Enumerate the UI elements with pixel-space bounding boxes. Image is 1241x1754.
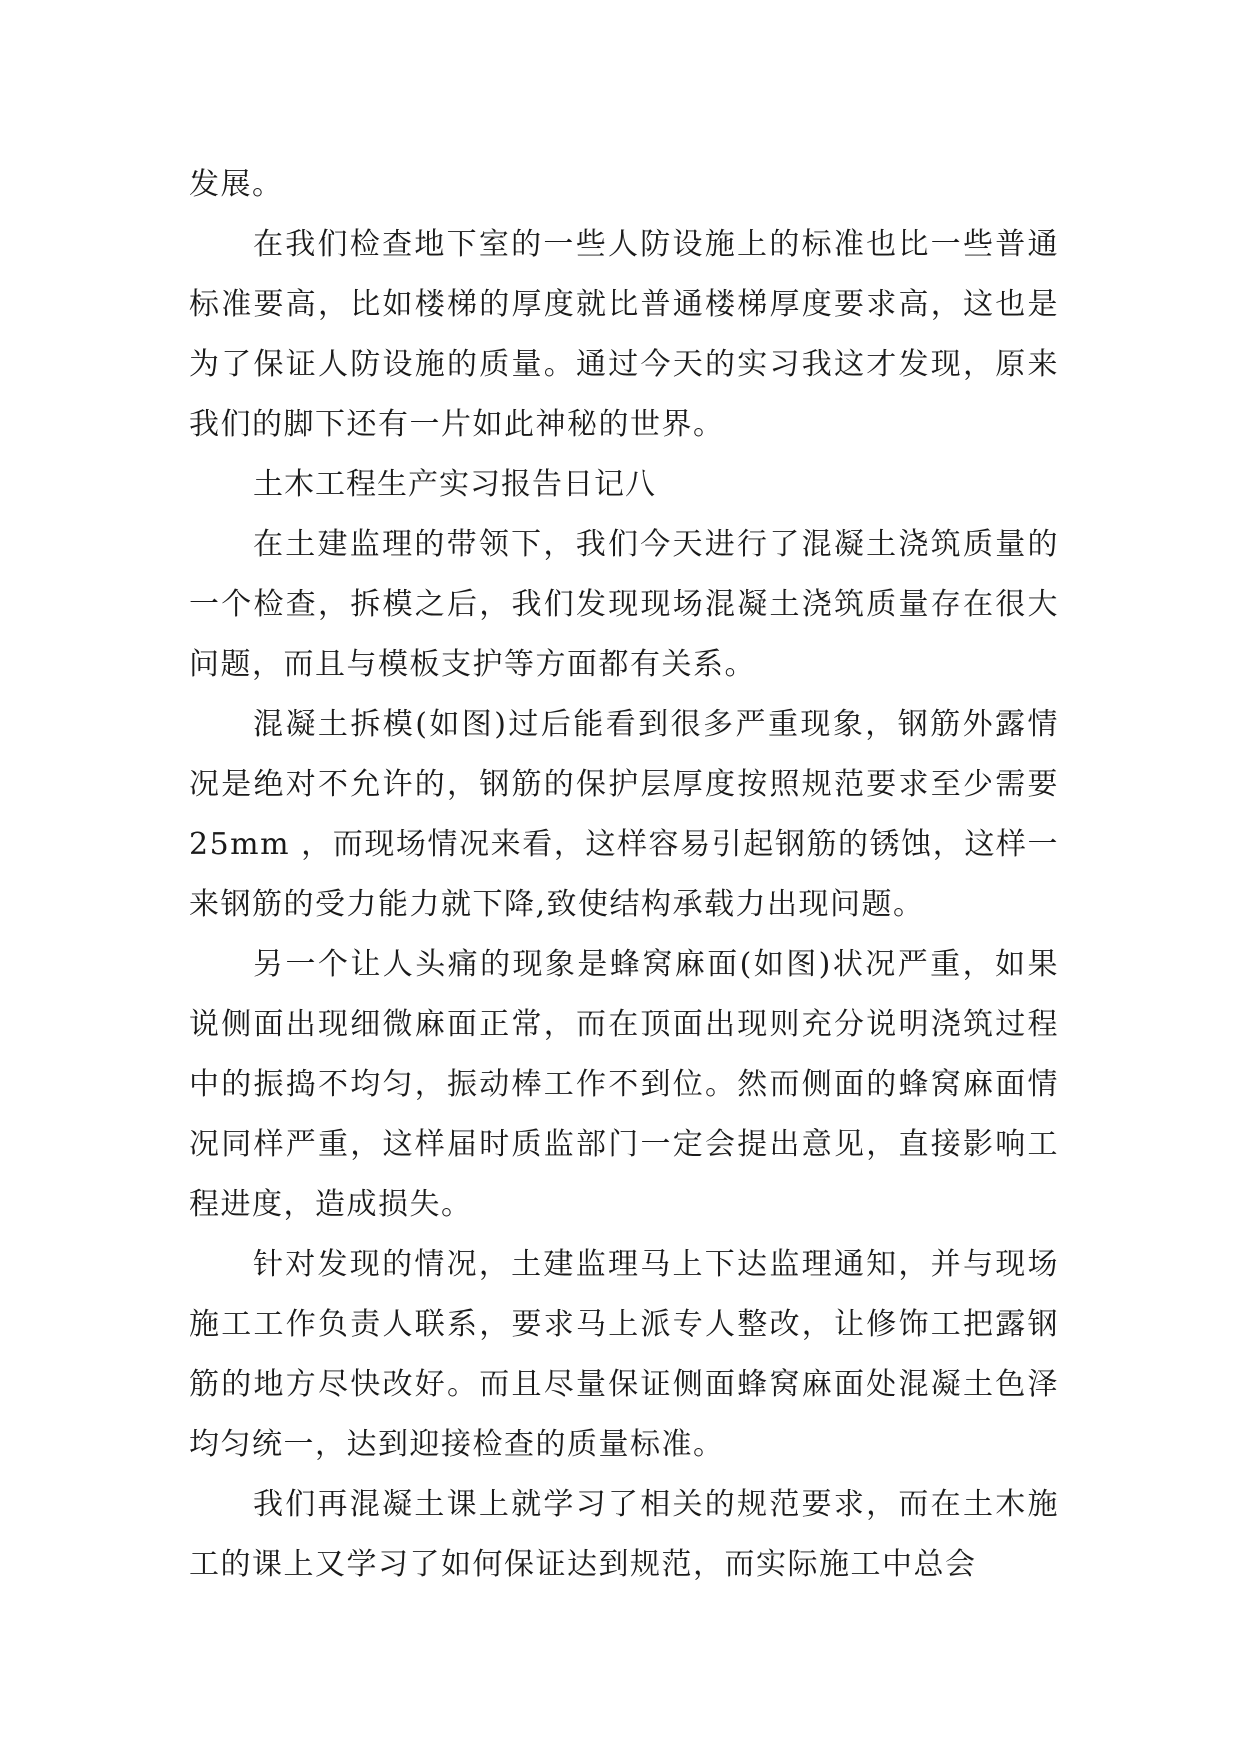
- document-body: [189, 155, 1059, 1595]
- paragraph-concrete-check: 在土建监理的带领下，我们今天进行了混凝土浇筑质量的一个检查，拆模之后，我们发现现场混凝土浇筑质量存在很大问题，而且与模板支护等方面都有关系。: [189, 527, 1059, 682]
- paragraph-honeycomb-surface: 另一个让人头痛的现象是蜂窝麻面(如图)状况严重，如果说侧面出现细微麻面正常，而在顶面出现则充分说明浇筑过程中的振捣不均匀，振动棒工作不到位。然而侧面的蜂窝麻面情况同样严重，这样届时质监部门一定会提出意见，直接影响工程进度，造成损失。: [189, 947, 1059, 1222]
- paragraph-continuation: 发展。: [189, 167, 284, 202]
- paragraph-basement-inspection: 在我们检查地下室的一些人防设施上的标准也比一些普通标准要高，比如楼梯的厚度就比普通楼梯厚度要求高，这也是为了保证人防设施的质量。通过今天的实习我这才发现，原来我们的脚下还有一片如此神秘的世界。: [189, 227, 1059, 442]
- diary-entry-heading: 土木工程生产实习报告日记八: [253, 467, 656, 502]
- paragraph-exposed-rebar: 混凝土拆模(如图)过后能看到很多严重现象，钢筋外露情况是绝对不允许的，钢筋的保护层厚度按照规范要求至少需要 25mm ，而现场情况来看，这样容易引起钢筋的锈蚀，这样一来钢筋的受力能力就下降,致使结构承载力出现问题。: [189, 707, 1059, 922]
- paragraph-rectification: 针对发现的情况，土建监理马上下达监理通知，并与现场施工工作负责人联系，要求马上派专人整改，让修饰工把露钢筋的地方尽快改好。而且尽量保证侧面蜂窝麻面处混凝土色泽均匀统一，达到迎接检查的质量标准。: [189, 1247, 1059, 1462]
- paragraph-course-reflection: 我们再混凝土课上就学习了相关的规范要求，而在土木施工的课上又学习了如何保证达到规范，而实际施工中总会: [189, 1487, 1059, 1582]
